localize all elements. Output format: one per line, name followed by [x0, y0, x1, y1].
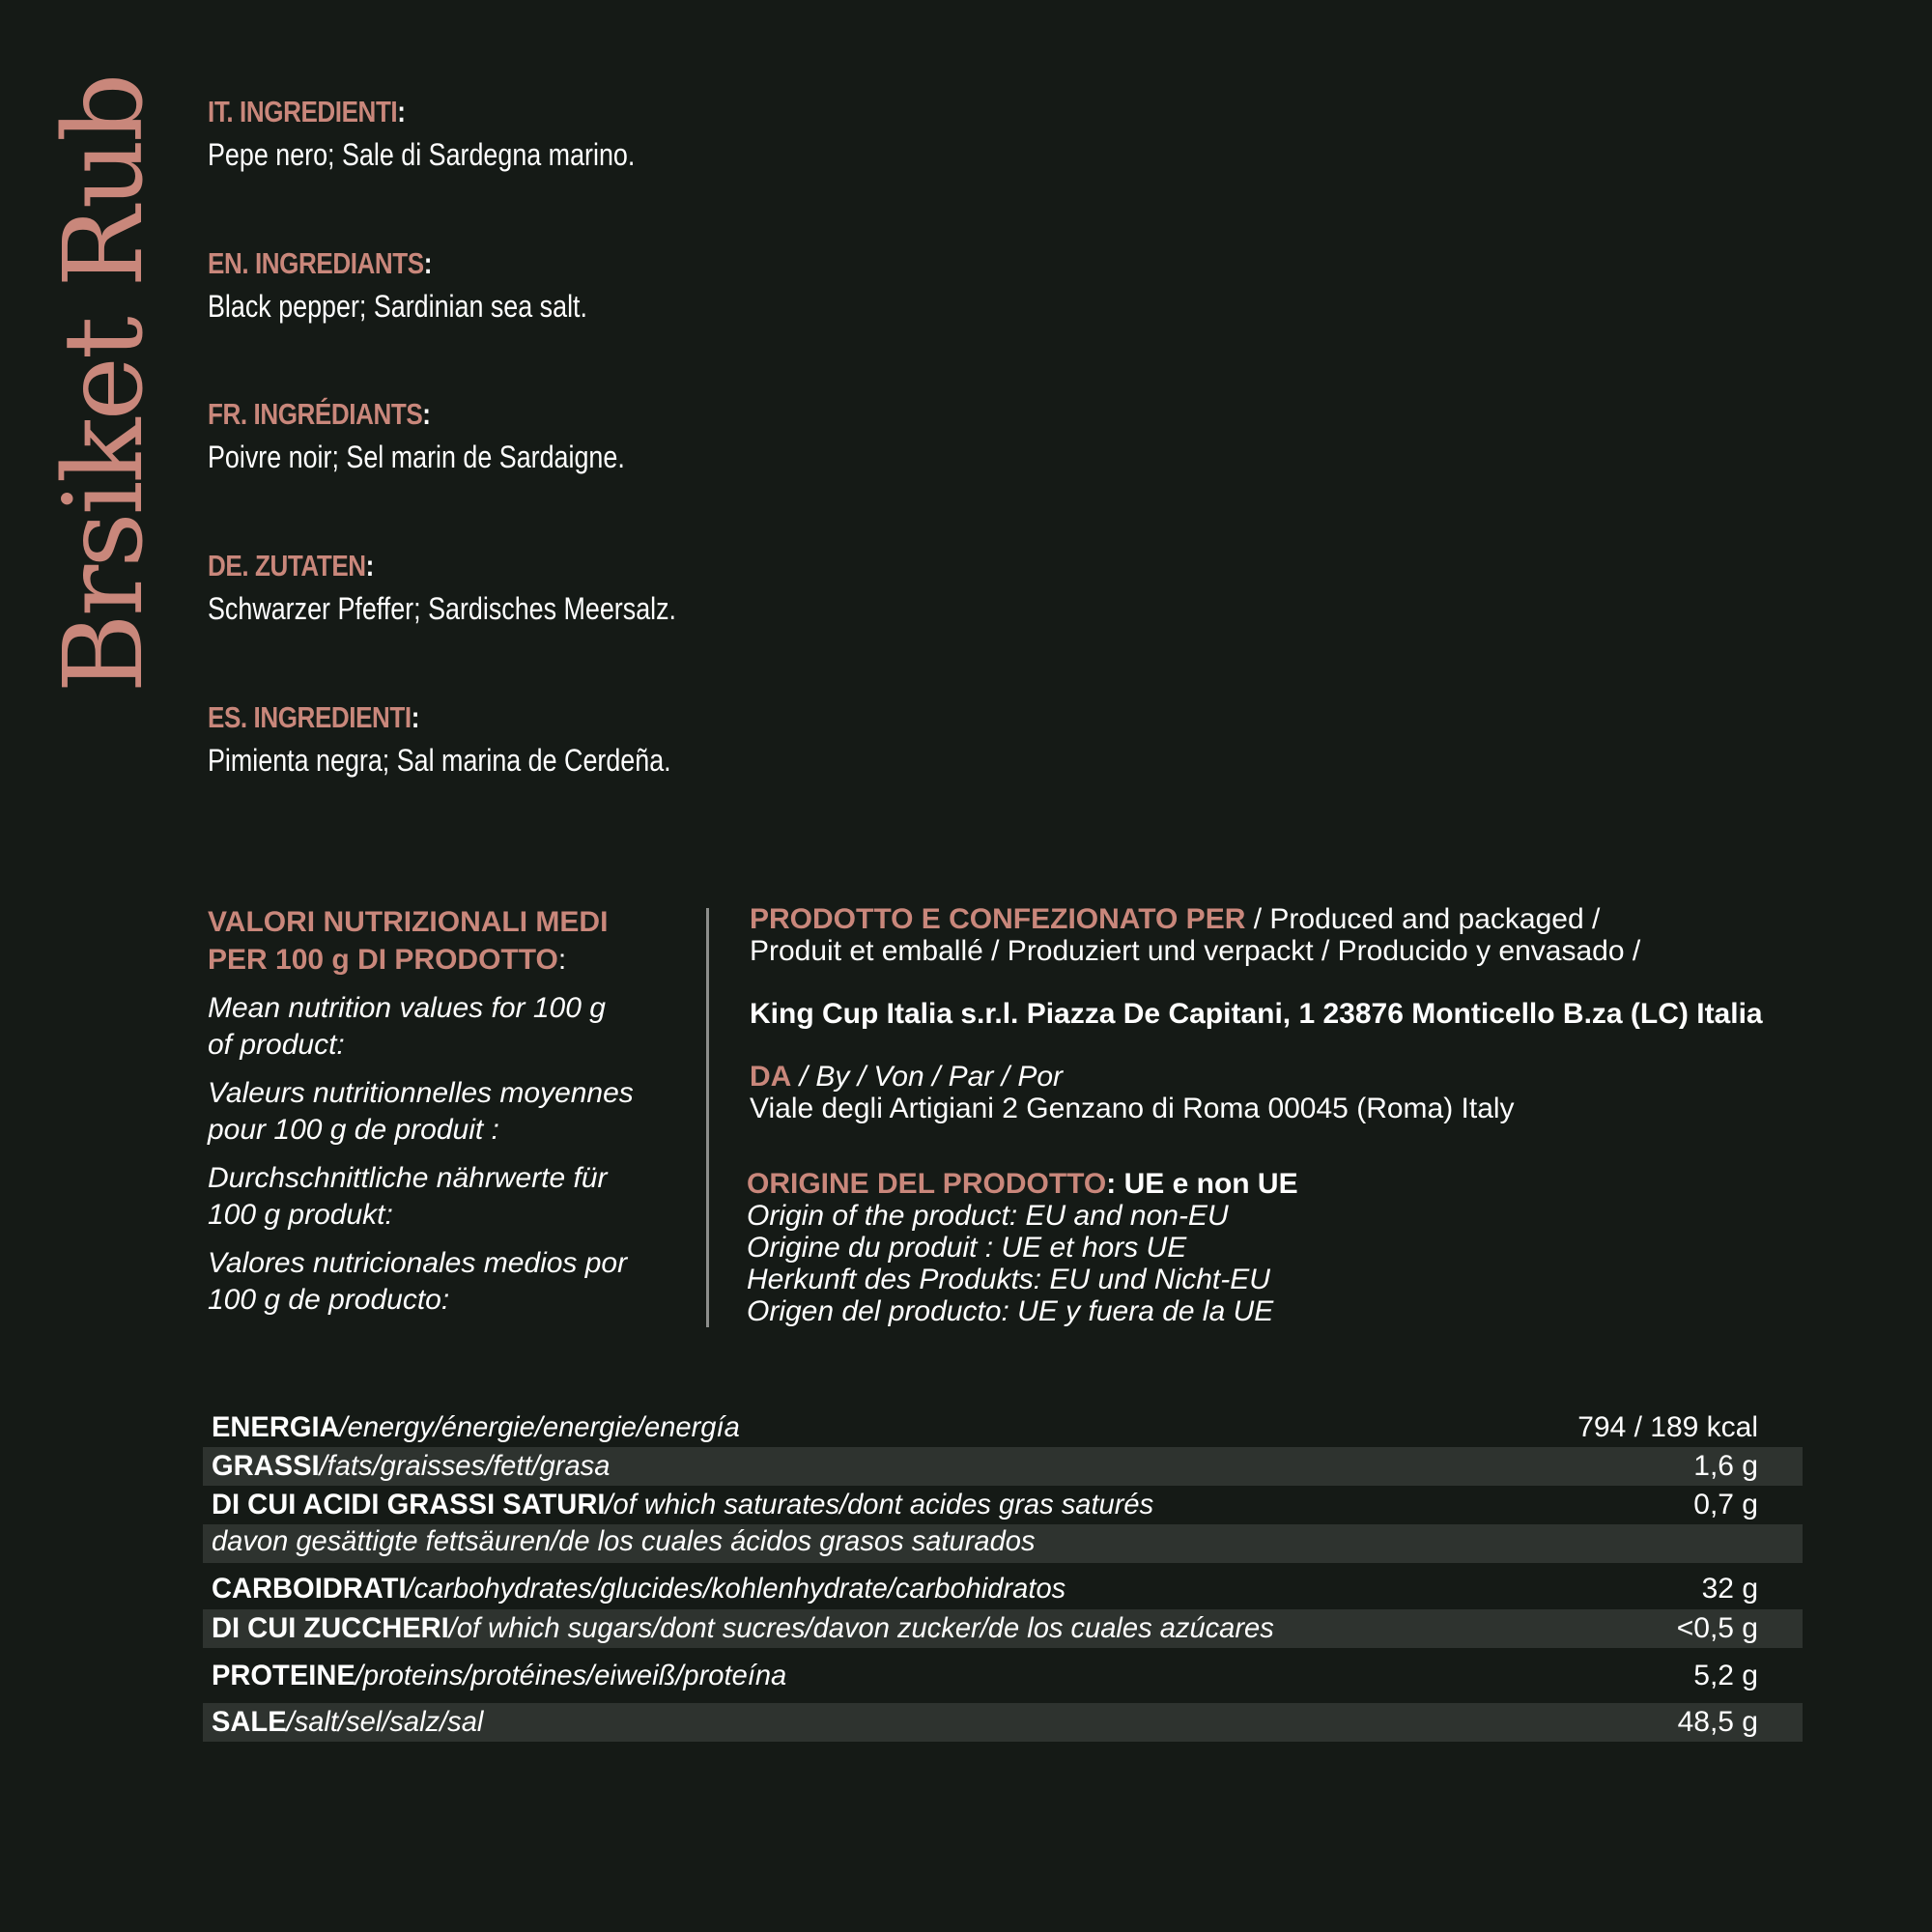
table-row [203, 1486, 1803, 1524]
ingredients-it: IT. INGREDIENTI: Pepe nero; Sale di Sardegna marino. [208, 95, 1367, 173]
ingredients-text: Black pepper; Sardinian sea salt. [208, 289, 587, 324]
nutrient-name: GRASSI [212, 1450, 320, 1482]
nutrient-translation: /energy/énergie/energie/energía [339, 1411, 740, 1443]
nutrient-value: 794 / 189 kcal [1577, 1411, 1758, 1443]
nutrient-translation: /of which saturates/dont acides gras saturés [605, 1489, 1154, 1520]
nutrient-name: SALE [212, 1706, 287, 1738]
table-row [203, 1609, 1803, 1648]
by-label: DA [750, 1061, 792, 1093]
ingredients-label: DE. ZUTATEN [208, 549, 366, 582]
producer-address: King Cup Italia s.r.l. Piazza De Capitani, 1 23876 Monticello B.za (LC) Italia [750, 998, 1763, 1030]
nutrient-translation: /carbohydrates/glucides/kohlenhydrate/carbohidratos [406, 1573, 1066, 1605]
nutrient-name: DI CUI ZUCCHERI [212, 1612, 449, 1644]
nutrient-translation: /fats/graisses/fett/grasa [319, 1450, 611, 1482]
nutrient-value: 48,5 g [1677, 1706, 1758, 1738]
nutrient-translation: /salt/sel/salz/sal [286, 1706, 484, 1738]
column-divider [706, 908, 709, 1327]
ingredients-text: Poivre noir; Sel marin de Sardaigne. [208, 440, 625, 474]
nutrition-translation: Valores nutricionales medios por 100 g de producto: [208, 1247, 628, 1316]
ingredients-es: ES. INGREDIENTI: Pimienta negra; Sal marina de Cerdeña. [208, 700, 1367, 779]
ingredients-text: Schwarzer Pfeffer; Sardisches Meersalz. [208, 591, 677, 626]
nutrition-table [203, 1408, 1803, 1742]
nutrition-translation: Mean nutrition values for 100 g of product: [208, 992, 606, 1061]
ingredients-de: DE. ZUTATEN: Schwarzer Pfeffer; Sardisches Meersalz. [208, 549, 1367, 627]
nutrient-value: 32 g [1701, 1573, 1758, 1605]
origin-translation: Origin of the product: EU and non-EU [747, 1200, 1229, 1232]
origin-translation: Origen del producto: UE y fuera de la UE [747, 1295, 1274, 1327]
nutrition-intro: VALORI NUTRIZIONALI MEDI PER 100 g DI PRODOTTO: Mean nutrition values for 100 g of product: Valeurs nutritionnelles moyennes pour 100 g de produit : Durchschnittliche nährwerte für 100 g produkt: Valores nutricionales medios por 100 g de producto: [208, 903, 691, 1319]
producer-translation: / Produced and packaged / [1245, 903, 1601, 935]
by-translation: / By / Von / Par / Por [791, 1061, 1064, 1093]
ingredients-label: FR. INGRÉDIANTS [208, 397, 423, 431]
origin-label: ORIGINE DEL PRODOTTO [747, 1168, 1107, 1200]
nutrient-translation: davon gesättigte fettsäuren/de los cuales ácidos grasos saturados [212, 1525, 1036, 1557]
origin-translation: Herkunft des Produkts: EU und Nicht-EU [747, 1264, 1270, 1295]
ingredients-label: EN. INGREDIANTS [208, 246, 424, 280]
ingredients-label: ES. INGREDIENTI [208, 700, 412, 734]
nutrient-name: CARBOIDRATI [212, 1573, 407, 1605]
ingredients-fr: FR. INGRÉDIANTS: Poivre noir; Sel marin de Sardaigne. [208, 397, 1367, 475]
ingredients-text: Pimienta negra; Sal marina de Cerdeña. [208, 743, 671, 778]
by-address: Viale degli Artigiani 2 Genzano di Roma 00045 (Roma) Italy [750, 1093, 1515, 1124]
nutrient-value: 0,7 g [1693, 1489, 1758, 1520]
producer-translation-line2: Produit et emballé / Produziert und verpackt / Producido y envasado / [750, 935, 1641, 967]
nutrition-heading-line1: VALORI NUTRIZIONALI MEDI [208, 906, 609, 938]
nutrient-value: 5,2 g [1693, 1660, 1758, 1691]
nutrient-value: <0,5 g [1676, 1612, 1758, 1644]
nutrient-name: PROTEINE [212, 1660, 355, 1691]
origin-translation: Origine du produit : UE et hors UE [747, 1232, 1187, 1264]
nutrient-translation: /of which sugars/dont sucres/davon zucker/de los cuales azúcares [448, 1612, 1274, 1644]
nutrient-name: DI CUI ACIDI GRASSI SATURI [212, 1489, 606, 1520]
nutrient-value: 1,6 g [1693, 1450, 1758, 1482]
table-row [203, 1408, 1803, 1447]
product-title: Brsiket Rub [42, 75, 167, 694]
producer-info [747, 903, 1909, 1327]
ingredients-text: Pepe nero; Sale di Sardegna marino. [208, 137, 636, 172]
table-row [203, 1524, 1803, 1563]
ingredients-en: EN. INGREDIANTS: Black pepper; Sardinian sea salt. [208, 246, 1367, 325]
nutrition-translation: Durchschnittliche nährwerte für 100 g produkt: [208, 1162, 608, 1231]
origin-value: : UE e non UE [1106, 1168, 1298, 1200]
nutrient-translation: /proteins/protéines/eiweiß/proteína [355, 1660, 787, 1691]
producer-label: PRODOTTO E CONFEZIONATO PER [750, 903, 1246, 935]
nutrition-translation: Valeurs nutritionnelles moyennes pour 100 g de produit : [208, 1077, 634, 1146]
nutrition-heading-line2: PER 100 g DI PRODOTTO [208, 944, 558, 976]
table-row [203, 1447, 1803, 1486]
ingredients-label: IT. INGREDIENTI [208, 95, 398, 128]
table-row [203, 1703, 1803, 1742]
nutrient-name: ENERGIA [212, 1411, 340, 1443]
table-row [203, 1563, 1803, 1609]
table-row [203, 1648, 1803, 1703]
